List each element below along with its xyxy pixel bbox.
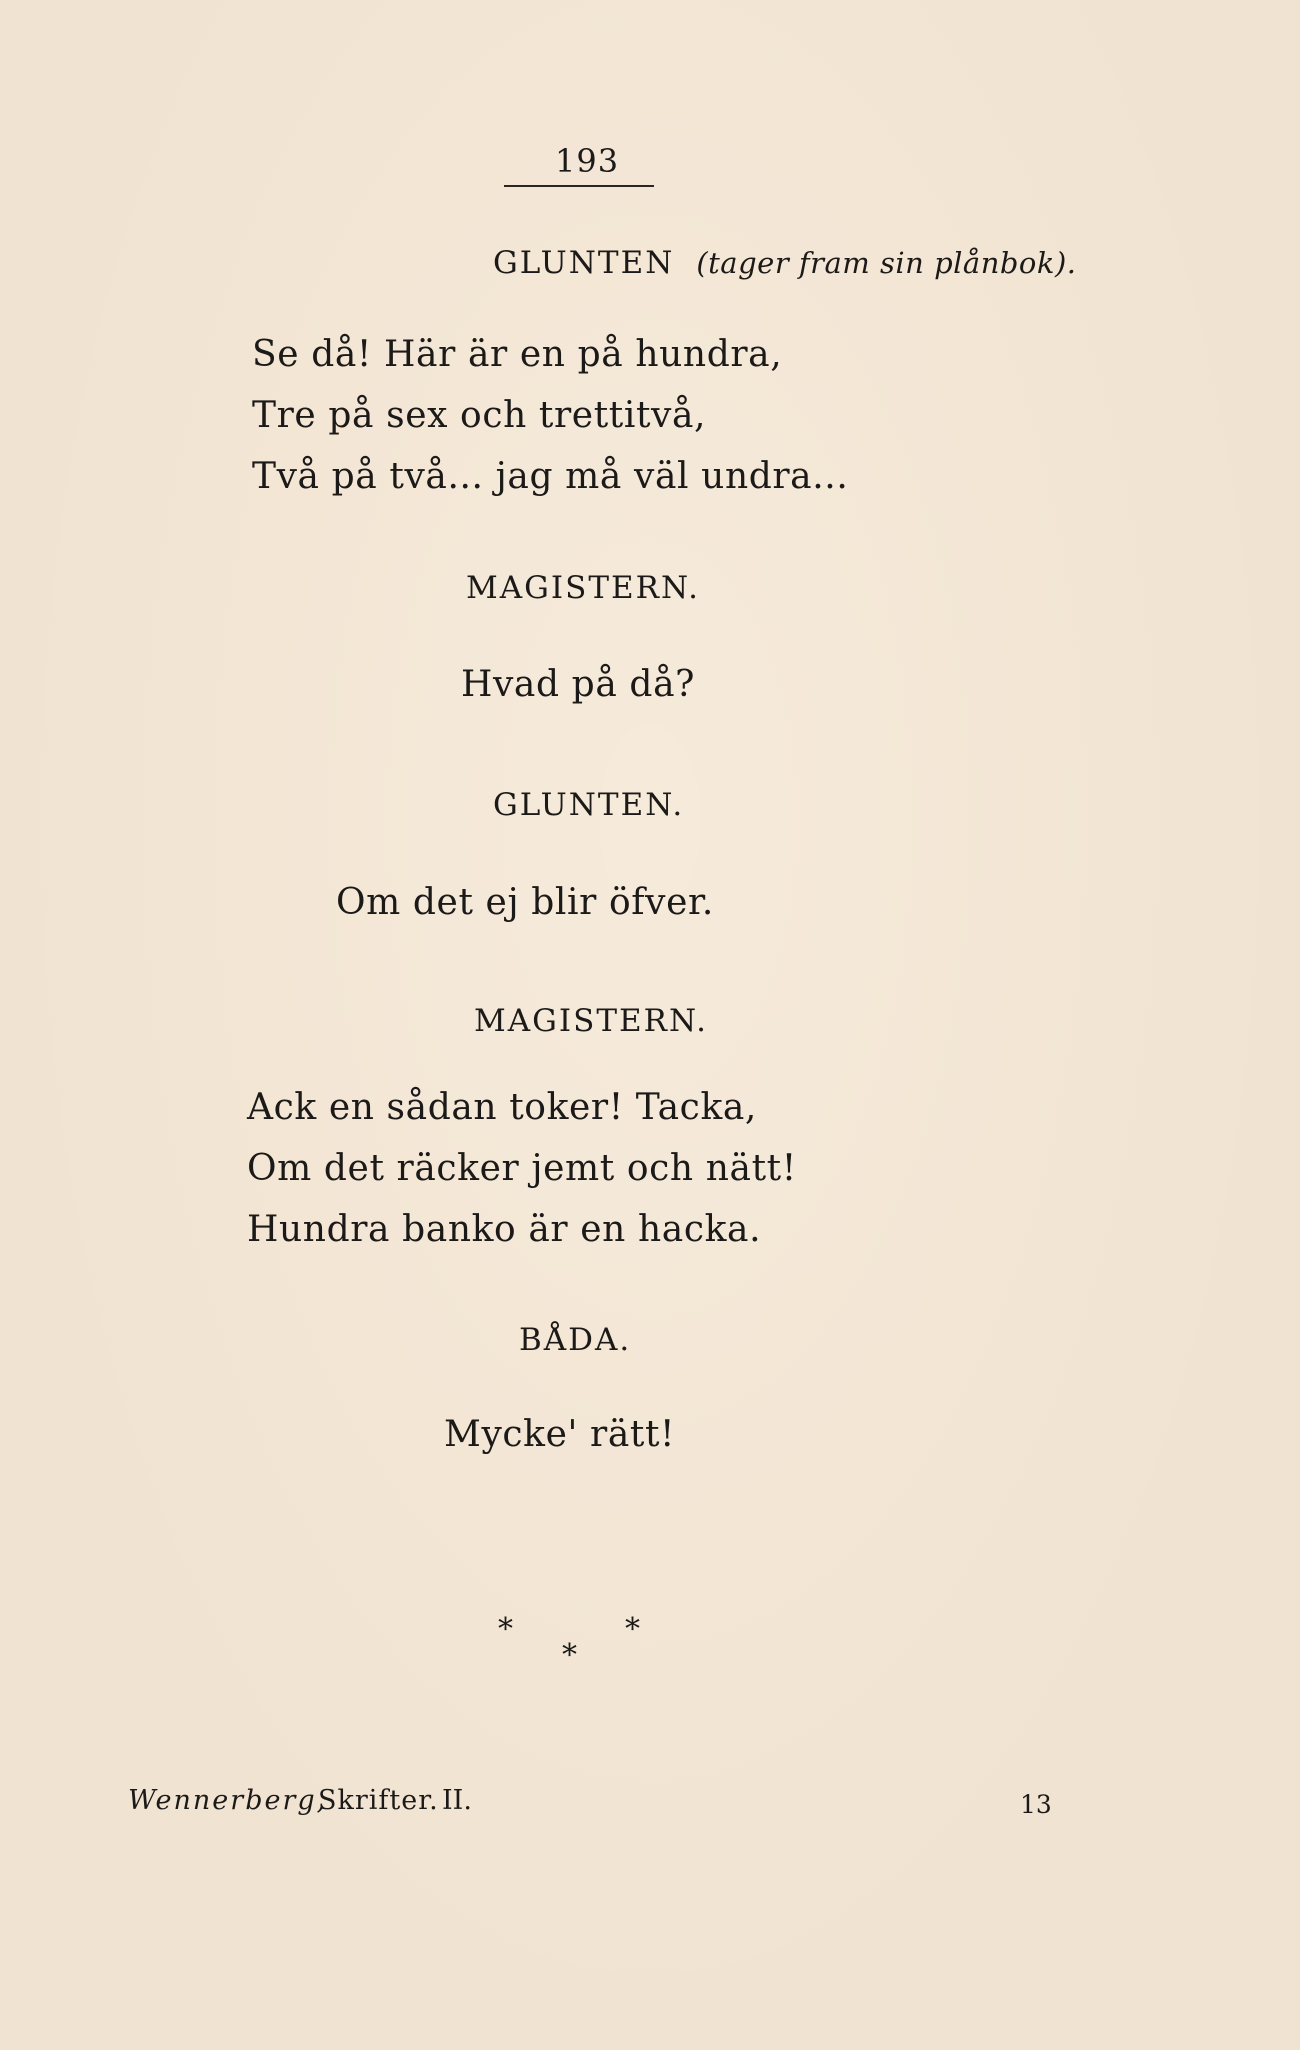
speaker-heading: GLUNTEN. (493, 787, 685, 823)
page-number-rule (504, 185, 654, 187)
page-number: 193 (555, 142, 620, 180)
verse-line: Ack en sådan toker! Tacka, (247, 1087, 757, 1128)
speaker-heading: MAGISTERN. (474, 1003, 709, 1039)
verse-line: Hvad på då? (461, 664, 696, 705)
verse-line: Se då! Här är en på hundra, (252, 334, 783, 375)
asterism-star-right: * (625, 1612, 640, 1647)
verse-line: Mycke' rätt! (444, 1414, 676, 1455)
stage-direction: (tager fram sin plånbok). (696, 246, 1077, 280)
verse-line: Hundra banko är en hacka. (247, 1209, 762, 1250)
speaker-heading (493, 245, 1077, 281)
verse-line: Om det räcker jemt och nätt! (247, 1148, 797, 1189)
speaker-heading: MAGISTERN. (466, 570, 701, 606)
speaker-heading: BÅDA. (519, 1322, 632, 1358)
footer-title: Skrifter. (318, 1785, 439, 1816)
footer-author: Wennerberg, (128, 1785, 328, 1816)
verse-line: Om det ej blir öfver. (336, 882, 714, 923)
verse-line: Tre på sex och trettitvå, (252, 395, 707, 436)
asterism-star-left: * (498, 1612, 513, 1647)
footer-signature-mark: 13 (1020, 1790, 1052, 1819)
footer-volume: II. (442, 1785, 472, 1816)
speaker-name: GLUNTEN (493, 245, 675, 281)
asterism-star-bottom: * (562, 1638, 577, 1673)
verse-line: Två på två... jag må väl undra... (252, 456, 849, 497)
